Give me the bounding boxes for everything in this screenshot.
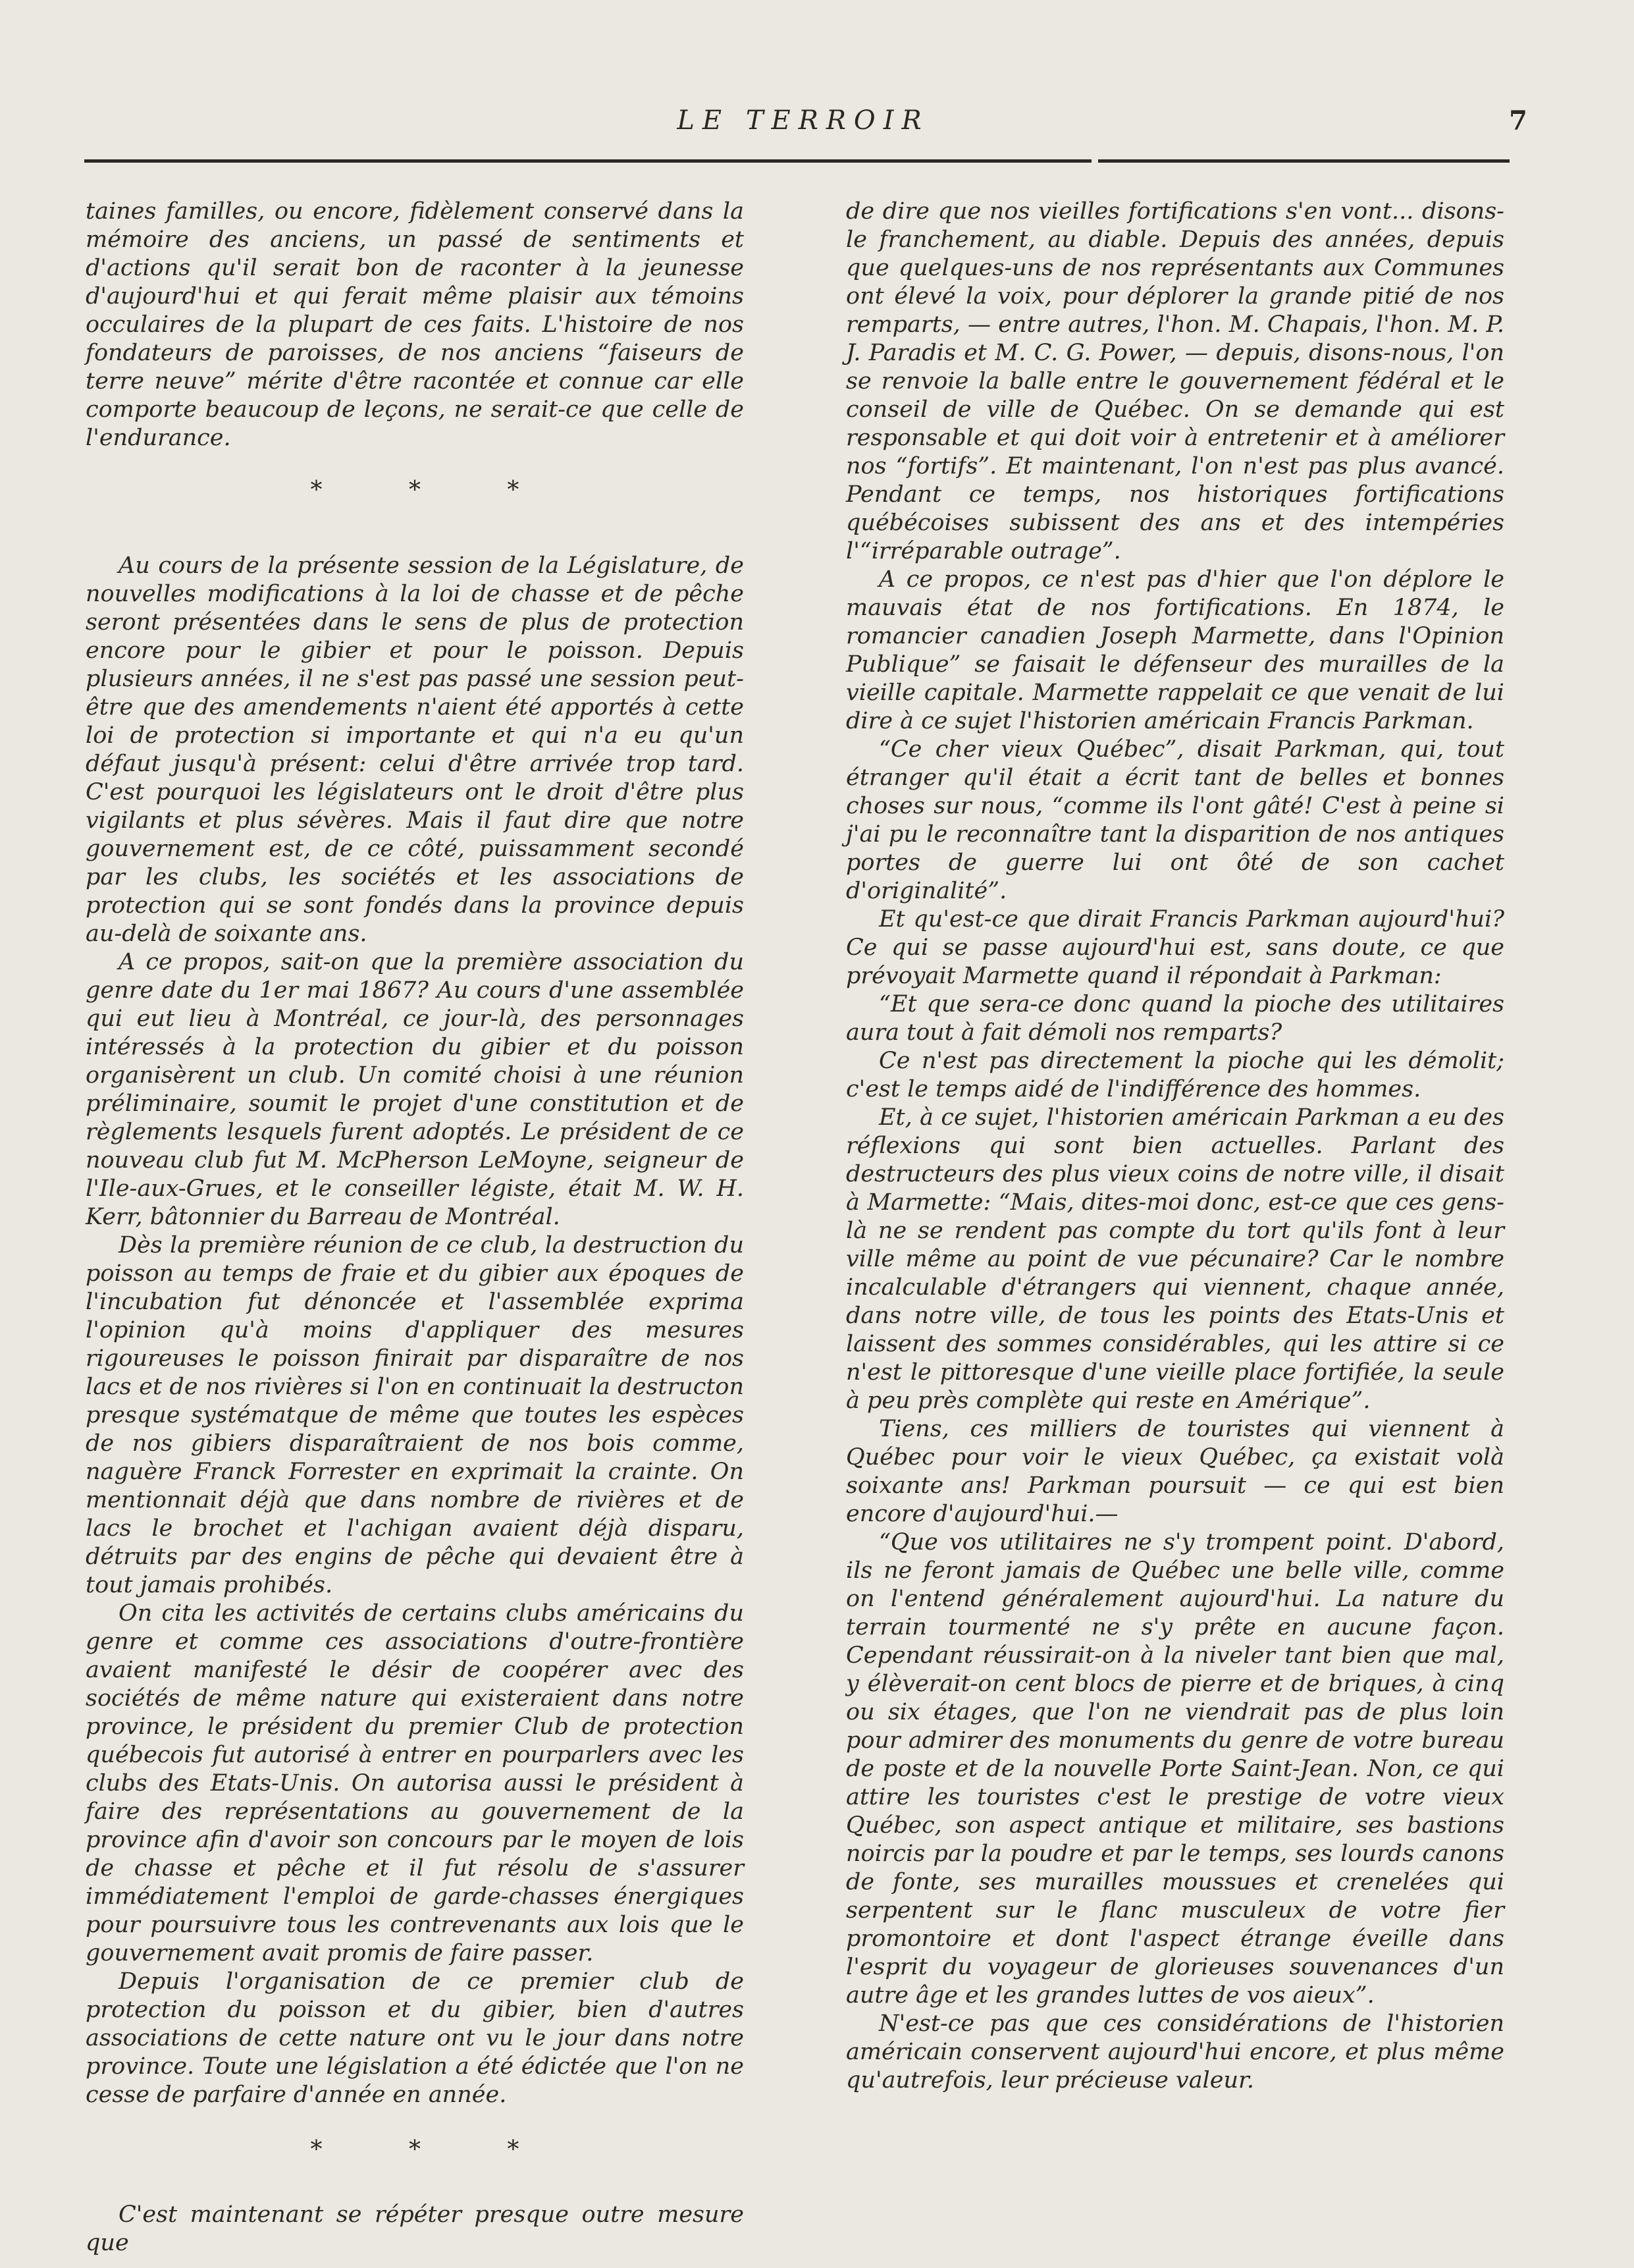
paragraph: Dès la première réunion de ce club, la destruction du poisson au temps de fraie et du gibier aux époques de l'incubation fut dénoncée et l'assemblée exprima l'opinion qu'à moins d'appliquer des mesures rigoureuses le poisson finirait par disparaître de nos lacs et de nos rivières si l'on en continuait la destructon presque systématque de même que toutes les espèces de nos gibiers disparaîtraient de nos bois comme, naguère Franck Forrester en exprimait la crainte. On mentionnait déjà que dans nombre de rivières et de lacs le brochet et l'achigan avaient déjà disparu, détruits par des engins de pêche qui devaient être à tout jamais prohibés. — [86, 1232, 744, 1598]
quotation-paragraph: “Que vos utilitaires ne s'y trompent point. D'abord, ils ne feront jamais de Québec une belle ville, comme on l'entend généralement aujourd'hui. La nature du terrain tourmenté ne s'y prête en aucune façon. Cependant réussirait-on à la niveler tant bien que mal, y élèverait-on cent blocs de pierre et de briques, à cinq ou six étages, que l'on ne viendrait pas de plus loin pour admirer des monuments du genre de votre bureau de poste et de la nouvelle Porte Saint-Jean. Non, ce qui attire les touristes c'est le prestige de votre vieux Québec, son aspect antique et militaire, ses bastions noircis par la poudre et par le temps, ses lourds canons de fonte, ses murailles moussues et crenelées qui serpentent sur le flanc musculeux de votre fier promontoire et dont l'aspect étrange éveille dans l'esprit du voyageur de glorieuses souvenances d'un autre âge et les grandes luttes de vos aieux”. — [846, 1529, 1504, 2009]
paragraph: Et qu'est-ce que dirait Francis Parkman aujourd'hui? Ce qui se passe aujourd'hui est, sans doute, ce que prévoyait Marmette quand il répondait à Parkman: — [846, 906, 1504, 989]
running-head — [0, 105, 1634, 145]
paragraph: de dire que nos vieilles fortifications s'en vont... disons-le franchement, au diable. Depuis des années, depuis que quelques-uns de nos représentants aux Communes ont élevé la voix, pour déplorer la grande pitié de nos remparts, — entre autres, l'hon. M. Chapais, l'hon. M. P. J. Paradis et M. C. G. Power, — depuis, disons-nous, l'on se renvoie la balle entre le gouvernement fédéral et le conseil de ville de Québec. On se demande qui est responsable et qui doit voir à entretenir et à améliorer nos “fortifs”. Et maintenant, l'on n'est pas plus avancé. Pendant ce temps, nos historiques fortifications québécoises subissent des ans et des intempéries l'“irréparable outrage”. — [846, 198, 1504, 564]
paragraph: Et, à ce sujet, l'historien américain Parkman a eu des réflexions qui sont bien actuelles. Parlant des destructeurs des plus vieux coins de notre ville, il disait à Marmette: “Mais, dites-moi donc, est-ce que ces gens-là ne se rendent pas compte du tort qu'ils font à leur ville même au point de vue pécunaire? Car le nombre incalculable d'étrangers qui viennent, chaque année, dans notre ville, de tous les points des Etats-Unis et laissent des sommes considérables, qui les attire si ce n'est le pittoresque d'une vieille place fortifiée, la seule à peu près complète qui reste en Amérique”. — [846, 1104, 1504, 1414]
right-column — [846, 198, 1504, 2095]
paragraph: Depuis l'organisation de ce premier club de protection du poisson et du gibier, bien d'autres associations de cette nature ont vu le jour dans notre province. Toute une législation a été édictée que l'on ne cesse de parfaire d'année en année. — [86, 1968, 744, 2108]
paragraph: A ce propos, ce n'est pas d'hier que l'on déplore le mauvais état de nos fortifications. En 1874, le romancier canadien Joseph Marmette, dans l'Opinion Publique” se faisait le défenseur des murailles de la vieille capitale. Marmette rappelait ce que venait de lui dire à ce sujet l'historien américain Francis Parkman. — [846, 566, 1504, 734]
header-rule-left — [84, 159, 1092, 163]
paragraph: C'est maintenant se répéter presque outre mesure que — [86, 2201, 744, 2256]
section-separator: * * * — [310, 477, 559, 504]
paragraph: taines familles, ou encore, fidèlement conservé dans la mémoire des anciens, un passé de sentiments et d'actions qu'il serait bon de raconter à la jeunesse d'aujourd'hui et qui ferait même plaisir aux témoins occulaires de la plupart de ces faits. L'histoire de nos fondateurs de paroisses, de nos anciens “faiseurs de terre neuve” mérite d'être racontée et connue car elle comporte beaucoup de leçons, ne serait-ce que celle de l'endurance. — [86, 198, 744, 451]
section-separator: * * * — [310, 2136, 559, 2163]
journal-title: LE TERROIR — [677, 105, 930, 136]
paragraph: N'est-ce pas que ces considérations de l'historien américain conservent aujourd'hui encore, et plus même qu'autrefois, leur précieuse valeur. — [846, 2011, 1504, 2093]
paragraph: Au cours de la présente session de la Législature, de nouvelles modifications à la loi de chasse et de pêche seront présentées dans le sens de plus de protection encore pour le gibier et pour le poisson. Depuis plusieurs années, il ne s'est pas passé une session peut-être que des amendements n'aient été apportés à cette loi de protection si importante et qui n'a eu qu'un défaut jusqu'à présent: celui d'être arrivée trop tard. C'est pourquoi les législateurs ont le droit d'être plus vigilants et plus sévères. Mais il faut dire que notre gouvernement est, de ce côté, puissamment secondé par les clubs, les sociétés et les associations de protection qui se sont fondés dans la province depuis au-delà de soixante ans. — [86, 553, 744, 947]
header-rule-right — [1098, 159, 1510, 163]
paragraph: Tiens, ces milliers de touristes qui viennent à Québec pour voir le vieux Québec, ça existait volà soixante ans! Parkman poursuit — ce qui est bien encore d'aujourd'hui.— — [846, 1416, 1504, 1527]
page-number: 7 — [1509, 105, 1527, 136]
left-column — [86, 198, 744, 2257]
quotation-paragraph: “Et que sera-ce donc quand la pioche des utilitaires aura tout à fait démoli nos remparts? — [846, 991, 1504, 1046]
paragraph: A ce propos, sait-on que la première association du genre date du 1er mai 1867? Au cours d'une assemblée qui eut lieu à Montréal, ce jour-là, des personnages intéressés à la protection du gibier et du poisson organisèrent un club. Un comité choisi à une réunion préliminaire, soumit le projet d'une constitution et de règlements lesquels furent adoptés. Le président de ce nouveau club fut M. McPherson LeMoyne, seigneur de l'Ile-aux-Grues, et le conseiller légiste, était M. W. H. Kerr, bâtonnier du Barreau de Montréal. — [86, 949, 744, 1230]
paragraph: On cita les activités de certains clubs américains du genre et comme ces associations d'outre-frontière avaient manifesté le désir de coopérer avec des sociétés de même nature qui existeraient dans notre province, le président du premier Club de protection québecois fut autorisé à entrer en pourparlers avec les clubs des Etats-Unis. On autorisa aussi le président à faire des représentations au gouvernement de la province afin d'avoir son concours par le moyen de lois de chasse et pêche et il fut résolu de s'assurer immédiatement l'emploi de garde-chasses énergiques pour poursuivre tous les contrevenants aux lois que le gouvernement avait promis de faire passer. — [86, 1600, 744, 1966]
paragraph: “Ce cher vieux Québec”, disait Parkman, qui, tout étranger qu'il était a écrit tant de belles et bonnes choses sur nous, “comme ils l'ont gâté! C'est à peine si j'ai pu le reconnaître tant la disparition de nos antiques portes de guerre lui ont ôté de son cachet d'originalité”. — [846, 736, 1504, 904]
paragraph: Ce n'est pas directement la pioche qui les démolit; c'est le temps aidé de l'indifférence des hommes. — [846, 1048, 1504, 1102]
